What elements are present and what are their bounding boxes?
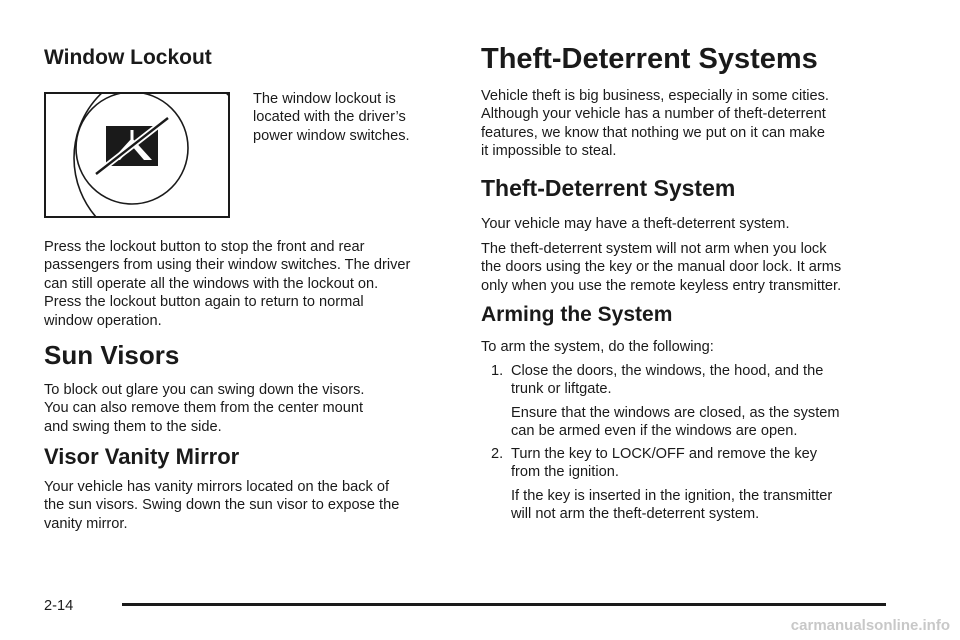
- theft-deterrent-system-paragraph-1: Your vehicle may have a theft-deterrent system.: [481, 216, 790, 232]
- arming-intro: To arm the system, do the following:: [481, 339, 714, 355]
- watermark: carmanualsonline.info: [790, 617, 950, 634]
- theft-deterrent-system-paragraph-2: The theft-deterrent system will not arm when you lock the doors using the key or the manual door lock. It arms only when you use the remote keyless entry transmitter.: [481, 241, 842, 294]
- window-lockout-button-icon: [46, 94, 228, 216]
- visor-vanity-mirror-heading: Visor Vanity Mirror: [44, 444, 240, 469]
- step-1-number: 1.: [491, 363, 504, 379]
- visor-vanity-mirror-paragraph: Your vehicle has vanity mirrors located on the back of the sun visors. Swing down the sun visor to expose the vanity mirror.: [44, 479, 400, 532]
- page-number: 2-14: [44, 598, 74, 614]
- window-lockout-illustration: [44, 92, 230, 218]
- window-lockout-paragraph: Press the lockout button to stop the front and rear passengers from using their window switches. The driver can still operate all the windows with the lockout on. Press the lockout button again to return to normal window operation.: [44, 239, 411, 329]
- window-lockout-heading: Window Lockout: [44, 46, 212, 69]
- window-lockout-caption: The window lockout is located with the driver’s power window switches.: [253, 91, 410, 144]
- theft-deterrent-systems-heading: Theft-Deterrent Systems: [481, 43, 818, 75]
- footer-rule: [122, 603, 886, 606]
- step-1-text: Close the doors, the windows, the hood, and the trunk or liftgate.: [511, 363, 824, 398]
- step-2-number: 2.: [491, 446, 504, 462]
- sun-visors-paragraph: To block out glare you can swing down the visors. You can also remove them from the center mount and swing them to the side.: [44, 382, 365, 435]
- theft-deterrent-system-heading: Theft-Deterrent System: [481, 175, 736, 201]
- step-2-text: Turn the key to LOCK/OFF and remove the key from the ignition.: [511, 446, 818, 481]
- step-1-note: Ensure that the windows are closed, as the system can be armed even if the windows are open.: [511, 405, 840, 440]
- sun-visors-heading: Sun Visors: [44, 340, 180, 370]
- theft-deterrent-systems-paragraph: Vehicle theft is big business, especially in some cities. Although your vehicle has a number of theft-deterrent features, we know that nothing we put on it can make it impossible to steal.: [481, 88, 829, 160]
- arming-the-system-heading: Arming the System: [481, 303, 673, 326]
- step-2-note: If the key is inserted in the ignition, the transmitter will not arm the theft-deterrent system.: [511, 488, 833, 523]
